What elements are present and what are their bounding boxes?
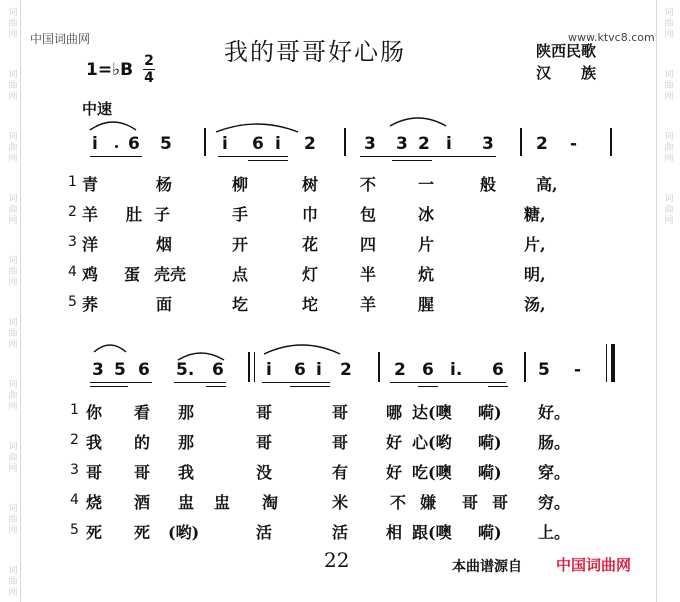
note: i [222,134,228,154]
note: i [266,360,272,380]
note: 6 [294,360,306,380]
note: 2 [304,134,316,154]
underline-beam [174,382,226,383]
underline-beam [290,386,330,387]
tempo-marking: 中速 [82,100,113,118]
underline-beam [262,382,330,383]
underline-beam [392,160,432,161]
note: - [574,360,582,380]
underline-beam [248,160,288,161]
key-signature: 1=♭B [86,60,134,80]
note: i [316,360,322,380]
barline [254,352,255,382]
left-border-line [20,0,21,602]
note: 3 [92,360,104,380]
note: 6 [252,134,264,154]
note: 3 [396,134,408,154]
underline-beam [90,382,152,383]
underline-beam [90,156,142,157]
time-signature: 2 4 [144,53,154,86]
url-watermark: www.ktvc8.com [568,31,655,44]
note: i [92,134,98,154]
note: 3 [482,134,494,154]
note: 6 [138,360,150,380]
note: i [446,134,452,154]
note: 5 [538,360,550,380]
barline [378,352,380,382]
right-border-line [656,0,657,602]
underline-beam [488,386,508,387]
slur [214,120,300,134]
slur [388,114,448,128]
right-side-watermark: 词 曲 网 词 曲 网 词 曲 网 词 曲 网 [664,8,674,226]
note: 5 [160,134,172,154]
song-origin: 陕西民歌 [536,42,597,60]
underline-beam [90,386,128,387]
slur [92,340,128,354]
song-title: 我的哥哥好心肠 [224,38,406,66]
left-side-watermark: 词 曲 网 词 曲 网 词 曲 网 词 曲 网 词 曲 网 词 曲 网 词 曲 网 词 曲 网 词 曲 网 词 曲 网 [8,8,18,598]
note: 6 [212,360,224,380]
site-name: 中国词曲网 [556,556,632,574]
final-barline-thick [611,344,615,382]
ethnic-group: 汉 族 [536,64,597,82]
note: 3 [364,134,376,154]
barline [610,128,612,156]
note: 6 [128,134,140,154]
note: 5. [176,360,195,380]
underline-beam [206,386,226,387]
augmentation-dot [115,145,118,148]
watermark-text: 中国词曲网 [30,32,91,46]
note: i [275,134,281,154]
note: 6 [422,360,434,380]
slur [262,340,342,356]
barline [248,352,250,382]
underline-beam [218,156,288,157]
note: i. [450,360,463,380]
slur [88,118,138,132]
note: 5 [114,360,126,380]
barline [520,128,522,156]
final-barline-thin [606,344,607,382]
barline [344,128,346,156]
page-number: 22 [324,548,350,572]
note: 2 [418,134,430,154]
note: - [570,134,578,154]
note: 2 [394,360,406,380]
underline-beam [360,156,496,157]
note: 6 [492,360,504,380]
barline [204,128,206,156]
note: 2 [536,134,548,154]
note: 2 [340,360,352,380]
underline-beam [418,386,438,387]
barline [524,352,526,382]
source-credit: 本曲谱源自 [452,559,522,575]
underline-beam [390,382,506,383]
